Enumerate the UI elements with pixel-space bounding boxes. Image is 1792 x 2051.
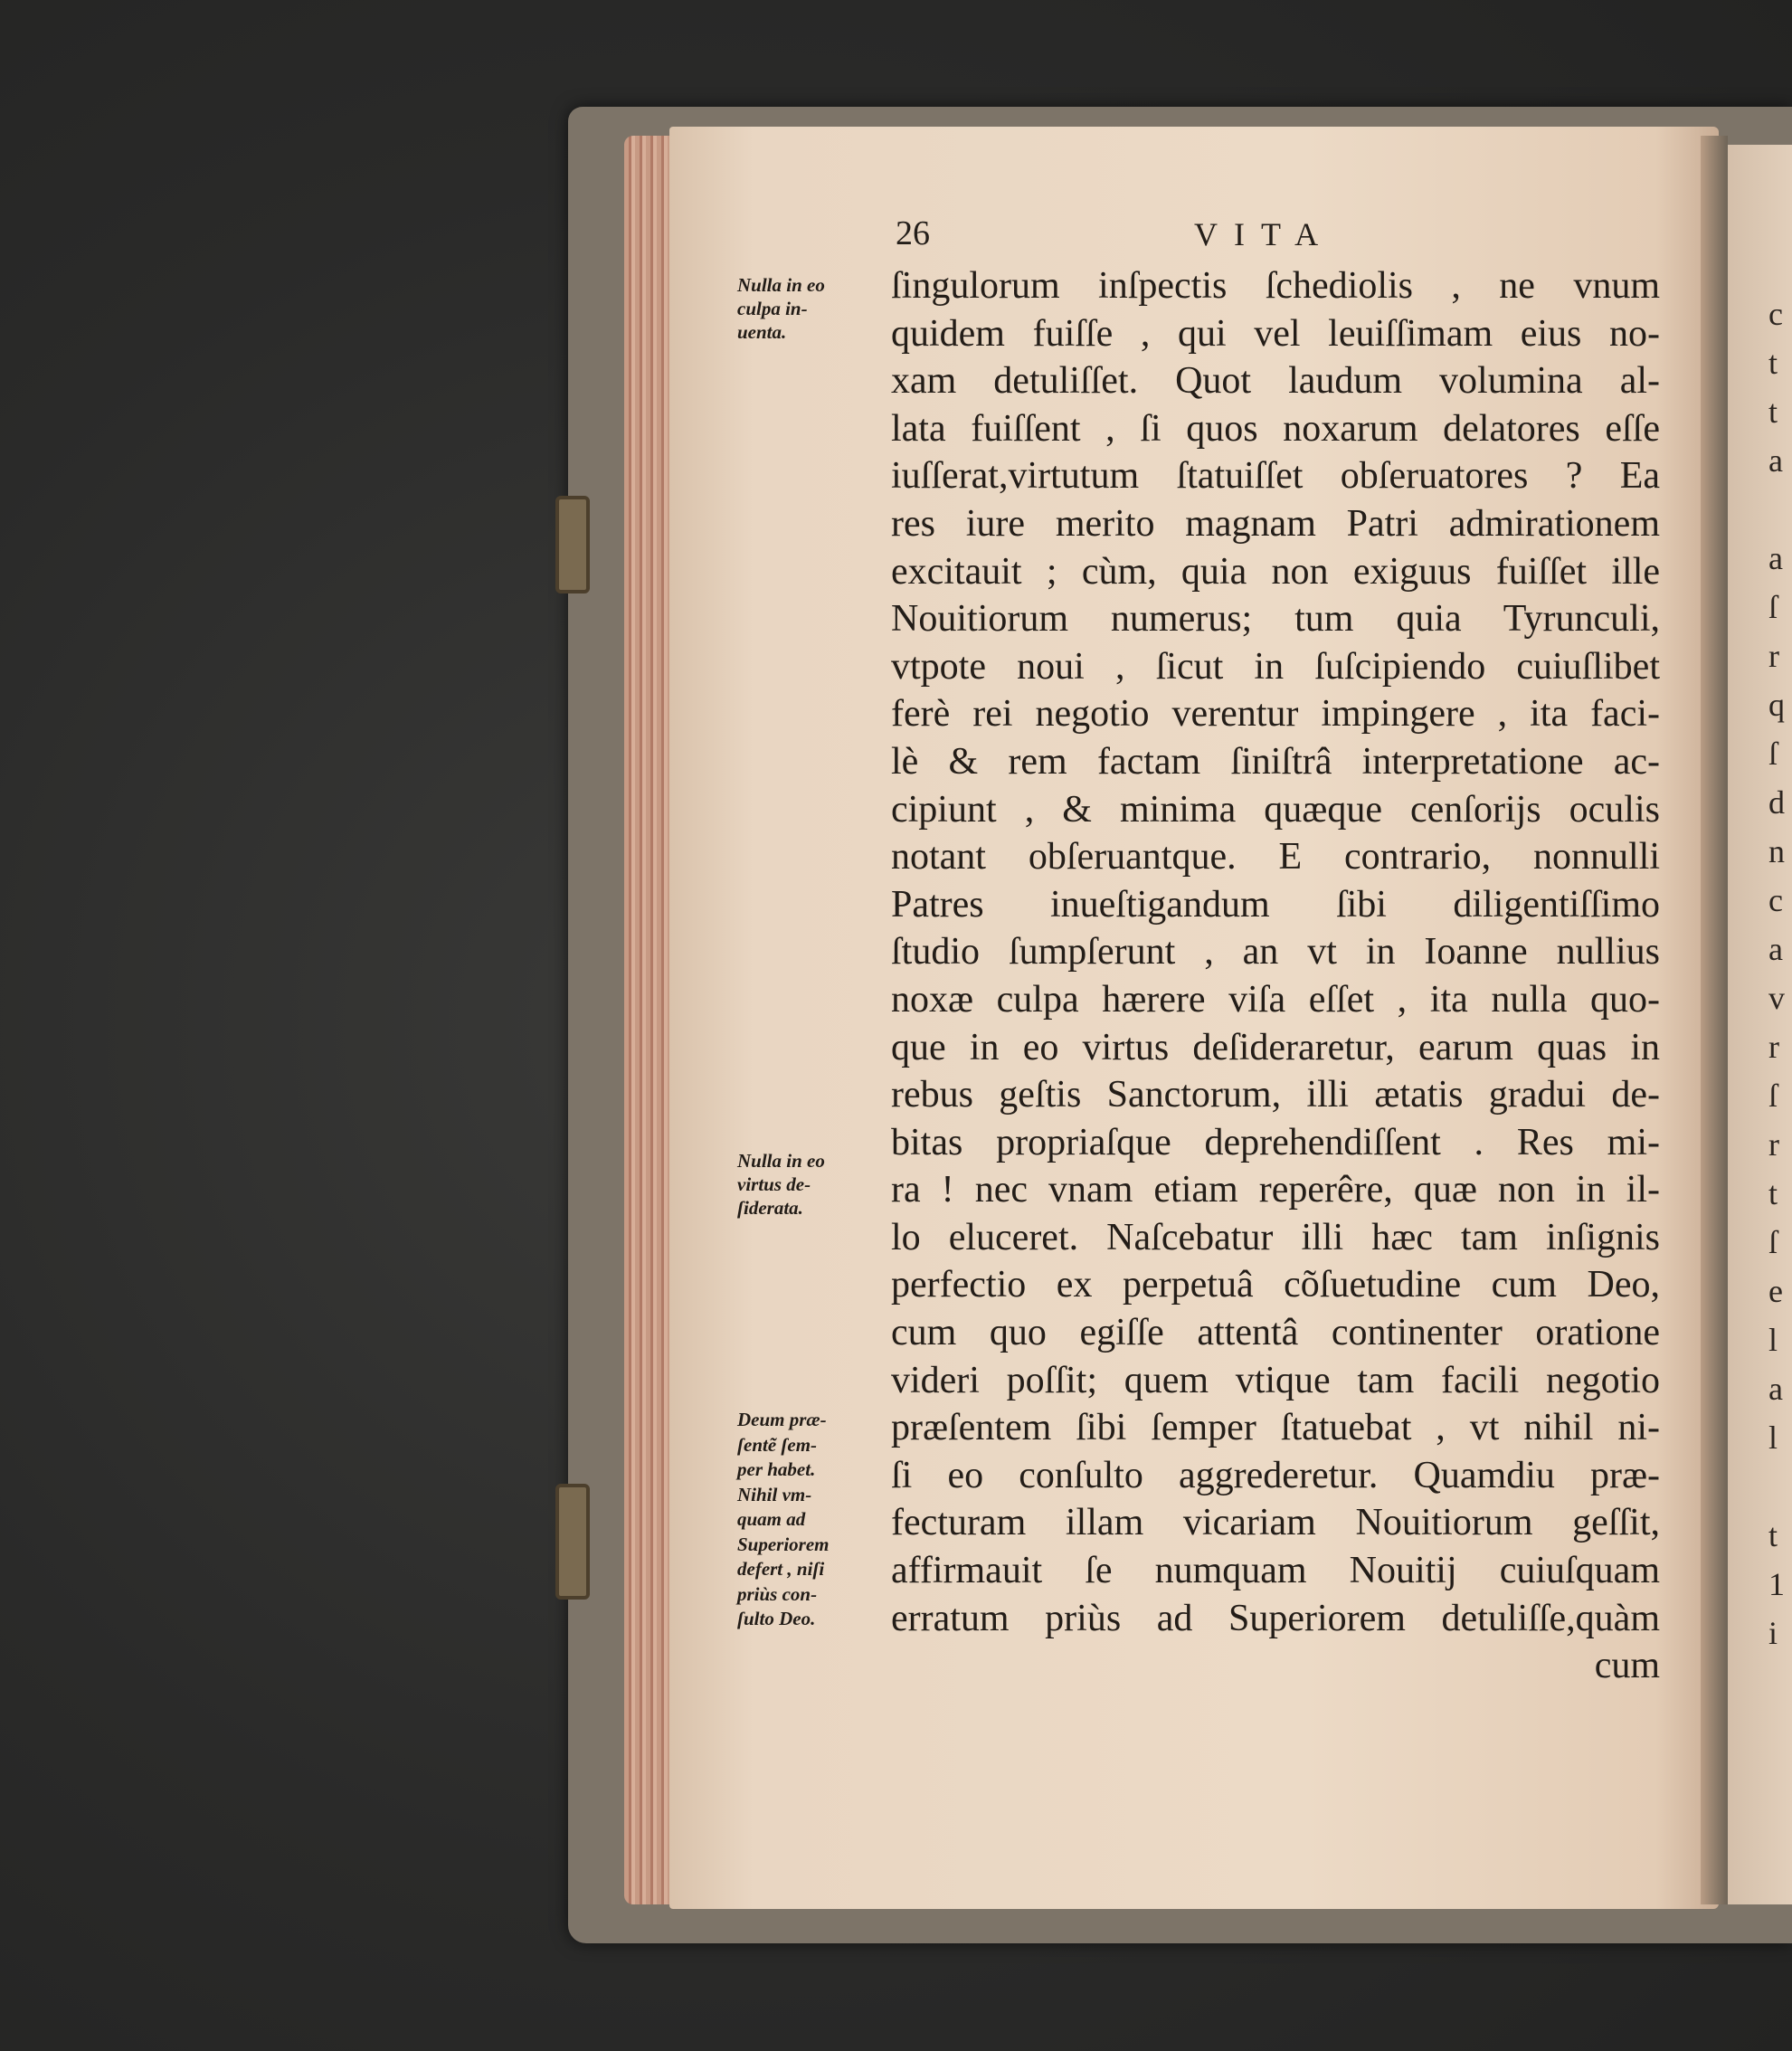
margin-note-line: ſiderata. — [737, 1197, 803, 1219]
margin-note-line: Nulla in eo — [737, 274, 825, 296]
text-line: fecturam illam vicariam Nouitiorum geſſit, — [891, 1502, 1660, 1544]
page-gutter — [1701, 136, 1728, 1904]
text-line: videri poſſit; quem vtique tam facili negotio — [891, 1359, 1660, 1401]
text-line: Patres inueſtigandum ſibi diligentiſſimo — [891, 883, 1660, 926]
facing-letter: i — [1768, 1615, 1778, 1651]
text-line: vtpote noui , ſicut in ſuſcipiendo cuiuſlibet — [891, 645, 1660, 688]
text-line: perfectio ex perpetuâ cõſuetudine cum Deo, — [891, 1264, 1660, 1306]
text-line: cipiunt , & minima quæque cenſorijs oculis — [891, 788, 1660, 831]
facing-letter: t — [1768, 345, 1778, 381]
page-header — [896, 214, 1402, 259]
facing-letter: l — [1768, 1322, 1778, 1358]
facing-letter: c — [1768, 296, 1783, 332]
margin-note-line: Nihil vm- — [737, 1483, 812, 1505]
facing-letter: ſ — [1768, 589, 1778, 625]
margin-note-line: ſentẽ ſem- — [737, 1433, 818, 1456]
text-line: cum — [1594, 1645, 1660, 1687]
upper-clasp — [555, 496, 590, 593]
text-line: xam detuliſſet. Quot laudum volumina al- — [891, 360, 1660, 403]
text-line: quidem fuiſſe , qui vel leuiſſimam eius no- — [891, 312, 1660, 355]
facing-letter — [1768, 485, 1792, 534]
text-line: que in eo virtus deſideraretur, earum quas in — [891, 1026, 1660, 1068]
margin-note-line: virtus de- — [737, 1173, 811, 1195]
text-line: ferè rei negotio verentur impingere , ita faci- — [891, 693, 1660, 736]
text-line: cum quo egiſſe attentâ continenter oratione — [891, 1312, 1660, 1354]
facing-letter: r — [1768, 638, 1779, 674]
facing-letter: ſ — [1768, 1224, 1778, 1260]
text-line: lo eluceret. Naſcebatur illi hæc tam inſignis — [891, 1216, 1660, 1258]
margin-note-line: defert , niſi — [737, 1558, 825, 1580]
margin-note-line: per habet. — [737, 1458, 816, 1480]
text-line: lata fuiſſent , ſi quos noxarum delatores eſſe — [891, 407, 1660, 450]
text-line: ſi eo conſulto aggrederetur. Quamdiu præ- — [891, 1454, 1660, 1496]
facing-letter: e — [1768, 1273, 1783, 1309]
text-line: res iure merito magnam Patri admirationem — [891, 502, 1660, 545]
running-head: VITA — [1194, 216, 1335, 252]
facing-letter: ſ — [1768, 736, 1778, 772]
text-line: ſtudio ſumpſerunt , an vt in Ioanne nullius — [891, 931, 1660, 973]
body-text — [891, 262, 1660, 1690]
facing-letter: t — [1768, 1517, 1778, 1553]
margin-note-1 — [737, 273, 891, 344]
text-line: præſentem ſibi ſemper ſtatuebat , vt nihil ni- — [891, 1407, 1660, 1449]
text-line: bitas propriaſque deprehendiſſent . Res mi- — [891, 1121, 1660, 1163]
text-line: excitauit ; cùm, quia non exiguus fuiſſet ille — [891, 550, 1660, 593]
text-line: iuſſerat,virtutum ſtatuiſſet obſeruatores ? Ea — [891, 455, 1660, 498]
margin-note-line: Nulla in eo — [737, 1150, 825, 1172]
text-line: Nouitiorum numerus; tum quia Tyrunculi, — [891, 598, 1660, 641]
text-line: erratum priùs ad Superiorem detuliſſe,quàm — [891, 1597, 1660, 1639]
facing-letter: r — [1768, 1029, 1779, 1065]
text-line: rebus geſtis Sanctorum, illi ætatis gradui de- — [891, 1074, 1660, 1116]
facing-letter — [1768, 1462, 1792, 1511]
page-number: 26 — [896, 214, 930, 252]
facing-letter: q — [1768, 687, 1785, 723]
margin-note-line: priùs con- — [737, 1582, 818, 1605]
margin-note-line: quam ad — [737, 1508, 806, 1530]
margin-note-line: Superiorem — [737, 1533, 830, 1555]
margin-note-line: uenta. — [737, 321, 787, 343]
margin-note-line: ſulto Deo. — [737, 1608, 816, 1629]
facing-letter: l — [1768, 1420, 1778, 1456]
facing-letter: t — [1768, 394, 1778, 430]
margin-note-2 — [737, 1149, 891, 1220]
facing-letter: r — [1768, 1126, 1779, 1163]
facing-letter: c — [1768, 882, 1783, 918]
text-line: affirmauit ſe numquam Nouitij cuiuſquam — [891, 1550, 1660, 1592]
text-line: notant obſeruantque. E contrario, nonnulli — [891, 836, 1660, 878]
facing-letter: n — [1768, 833, 1785, 869]
facing-page-text — [1768, 290, 1792, 1657]
lower-clasp — [555, 1484, 590, 1600]
facing-letter: a — [1768, 931, 1783, 967]
facing-letter: d — [1768, 784, 1785, 821]
text-line: noxæ culpa hærere viſa eſſet , ita nulla quo- — [891, 978, 1660, 1021]
facing-letter: a — [1768, 1371, 1783, 1407]
margin-note-3 — [737, 1408, 891, 1632]
facing-letter: ſ — [1768, 1078, 1778, 1114]
text-line: lè & rem factam ſiniſtrâ interpretatione ac- — [891, 740, 1660, 783]
text-line: ra ! nec vnam etiam reperêre, quæ non in il- — [891, 1169, 1660, 1211]
facing-letter: t — [1768, 1175, 1778, 1211]
facing-letter: a — [1768, 540, 1783, 576]
facing-letter: a — [1768, 442, 1783, 479]
facing-letter: v — [1768, 980, 1785, 1016]
facing-letter: 1 — [1768, 1566, 1785, 1602]
text-line: ſingulorum inſpectis ſchediolis , ne vnum — [891, 265, 1660, 307]
margin-note-line: culpa in- — [737, 298, 808, 319]
margin-note-line: Deum præ- — [737, 1409, 827, 1430]
